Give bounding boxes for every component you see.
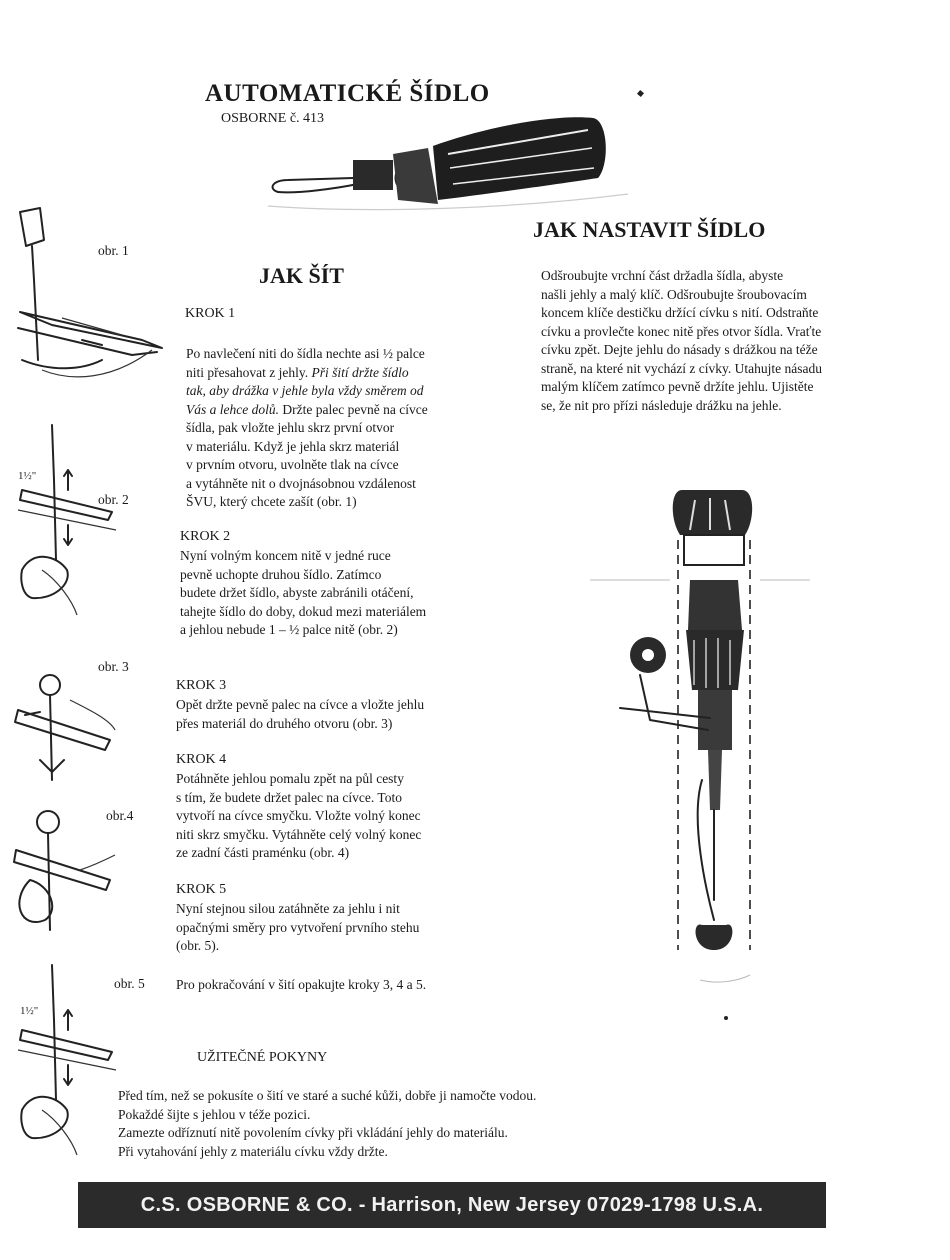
awl-assembly-illustration [610,480,830,1020]
text-line [180,603,426,622]
text-run: přes materiál do druhého otvoru (obr. 3) [176,715,393,731]
text-line: cívku a provlečte konec nitě přes otvor šídla. Vraťte [541,323,822,339]
text-run: tahejte šídlo do doby, dokud mezi materiálem [180,603,427,619]
step-4-text [176,770,421,863]
how-to-set-text [541,267,822,415]
step-3-title: KROK 3 [176,678,227,693]
text-run: Po navlečení niti do šídla nechte asi ½ palce [186,346,425,361]
text-line: našli jehly a malý klíč. Odšroubujte šroubovacím [541,286,807,302]
figure-4-illustration [10,800,130,940]
text-line [186,364,428,383]
text-line [176,826,421,845]
text-line [176,807,421,826]
text-line [176,844,421,863]
text-line: Odšroubujte vrchní část držadla šídla, abyste [541,268,784,283]
text-run: ze zadní části praménku (obr. 4) [176,845,350,860]
text-run: ŠVU, který chcete zašít (obr. 1) [186,494,357,509]
text-line: Při vytahování jehly z materiálu cívku vždy držte. [118,1143,388,1159]
text-run: pevně uchopte druhou šídlo. Zatímco [180,566,382,582]
figure-2-label: obr. 2 [98,492,129,507]
text-line [176,715,424,734]
step-5-title: KROK 5 [176,882,227,897]
figure-3-illustration [10,660,130,790]
text-run: Vás a lehce dolů. [186,401,279,417]
text-run: v prvním otvoru, uvolněte tlak na cívce [186,457,399,472]
text-line [186,475,428,494]
text-run: Při šití držte šídlo [311,364,409,380]
figure-1-illustration [12,200,172,400]
text-line [176,937,419,956]
step-1-text [186,345,428,512]
text-line: malým klíčem zatímco pevně držíte jehlu. Ujistěte [541,379,814,394]
footer-banner: C.S. OSBORNE & CO. - Harrison, New Jersey 07029-1798 U.S.A. [78,1182,826,1228]
text-run: a vytáhněte nit o dvojnásobnou vzdálenost [186,475,416,491]
text-line [176,770,421,789]
figure-4-label: obr.4 [106,808,134,823]
text-line [176,919,419,938]
text-line [176,696,424,715]
step-3-text [176,696,424,733]
page-title: AUTOMATICKÉ ŠÍDLO [205,80,490,107]
text-run: vytvoří na cívce smyčku. Vložte volný konec [176,808,421,823]
text-run: v materiálu. Když je jehla skrz materiál [186,438,400,454]
text-run: Nyní volným koncem nitě v jedné ruce [180,548,391,563]
text-line [176,900,419,919]
text-run: Opět držte pevně palec na cívce a vložte jehlu [176,697,425,712]
speck [637,90,644,97]
awl-tool-illustration [258,104,638,214]
text-line [180,566,426,585]
figure-1-label: obr. 1 [98,243,129,258]
tips-text [118,1087,536,1161]
continue-text: Pro pokračování v šití opakujte kroky 3, 4 a 5. [176,977,427,992]
figure-3-label: obr. 3 [98,659,129,674]
text-line: straně, na které nit vychází z cívky. Utahujte násadu [541,360,823,376]
text-line: Zamezte odříznutí nitě povolením cívky při vkládání jehly do materiálu. [118,1125,508,1140]
text-run: a jehlou nebude 1 – ½ palce nitě (obr. 2) [180,622,398,637]
how-to-set-heading: JAK NASTAVIT ŠÍDLO [533,217,766,242]
text-run: niti přesahovat z jehly. [186,364,312,380]
text-line [186,493,428,512]
text-line [186,382,428,401]
text-line [186,456,428,475]
text-run: tak, aby drážka v jehle byla vždy směrem od [186,383,424,398]
text-line: Před tím, než se pokusíte o šití ve staré a suché kůži, dobře ji namočte vodou. [118,1088,537,1103]
model-number: OSBORNE č. 413 [221,111,325,126]
text-line: Pokaždé šijte s jehlou v téže pozici. [118,1106,311,1122]
text-line [180,621,426,640]
measure-label-2: 1½" [18,470,37,482]
text-run: Potáhněte jehlou pomalu zpět na půl cesty [176,771,404,786]
text-line: koncem klíče destičku držící cívku s nití. Odstraňte [541,305,819,320]
step-5-text [176,900,419,956]
text-line [186,419,428,438]
text-run: šídla, pak vložte jehlu skrz první otvor [186,420,395,435]
step-2-title: KROK 2 [180,529,231,544]
text-run: s tím, že budete držet palec na cívce. Toto [176,789,402,805]
text-run: niti skrz smyčku. Vytáhněte celý volný konec [176,826,422,842]
figure-5-label: obr. 5 [114,976,145,991]
step-4-title: KROK 4 [176,752,227,767]
text-run: budete držet šídlo, abyste zabránili otáčení, [180,585,414,600]
text-run: Nyní stejnou silou zatáhněte za jehlu i nit [176,901,400,916]
text-line [186,345,428,364]
text-run: Držte palec pevně na cívce [278,401,428,417]
text-line [176,789,421,808]
text-line [186,401,428,420]
tips-heading: UŽITEČNÉ POKYNY [197,1050,328,1065]
text-line: se, že nit pro přízi následuje drážku na jehle. [541,397,782,413]
measure-label-5: 1½" [20,1005,39,1017]
text-line: cívku zpět. Dejte jehlu do násady s drážkou na téže [541,342,818,357]
figure-2-illustration [12,420,132,620]
step-1-title: KROK 1 [185,306,236,321]
how-to-sew-heading: JAK ŠÍT [259,263,344,288]
speck [724,1016,728,1020]
text-line [180,584,426,603]
text-run: opačnými směry pro vytvoření prvního stehu [176,919,420,935]
step-2-text [180,547,426,640]
text-run: (obr. 5). [176,938,220,953]
text-line [180,547,426,566]
figure-5-illustration [12,960,132,1160]
text-line [186,438,428,457]
